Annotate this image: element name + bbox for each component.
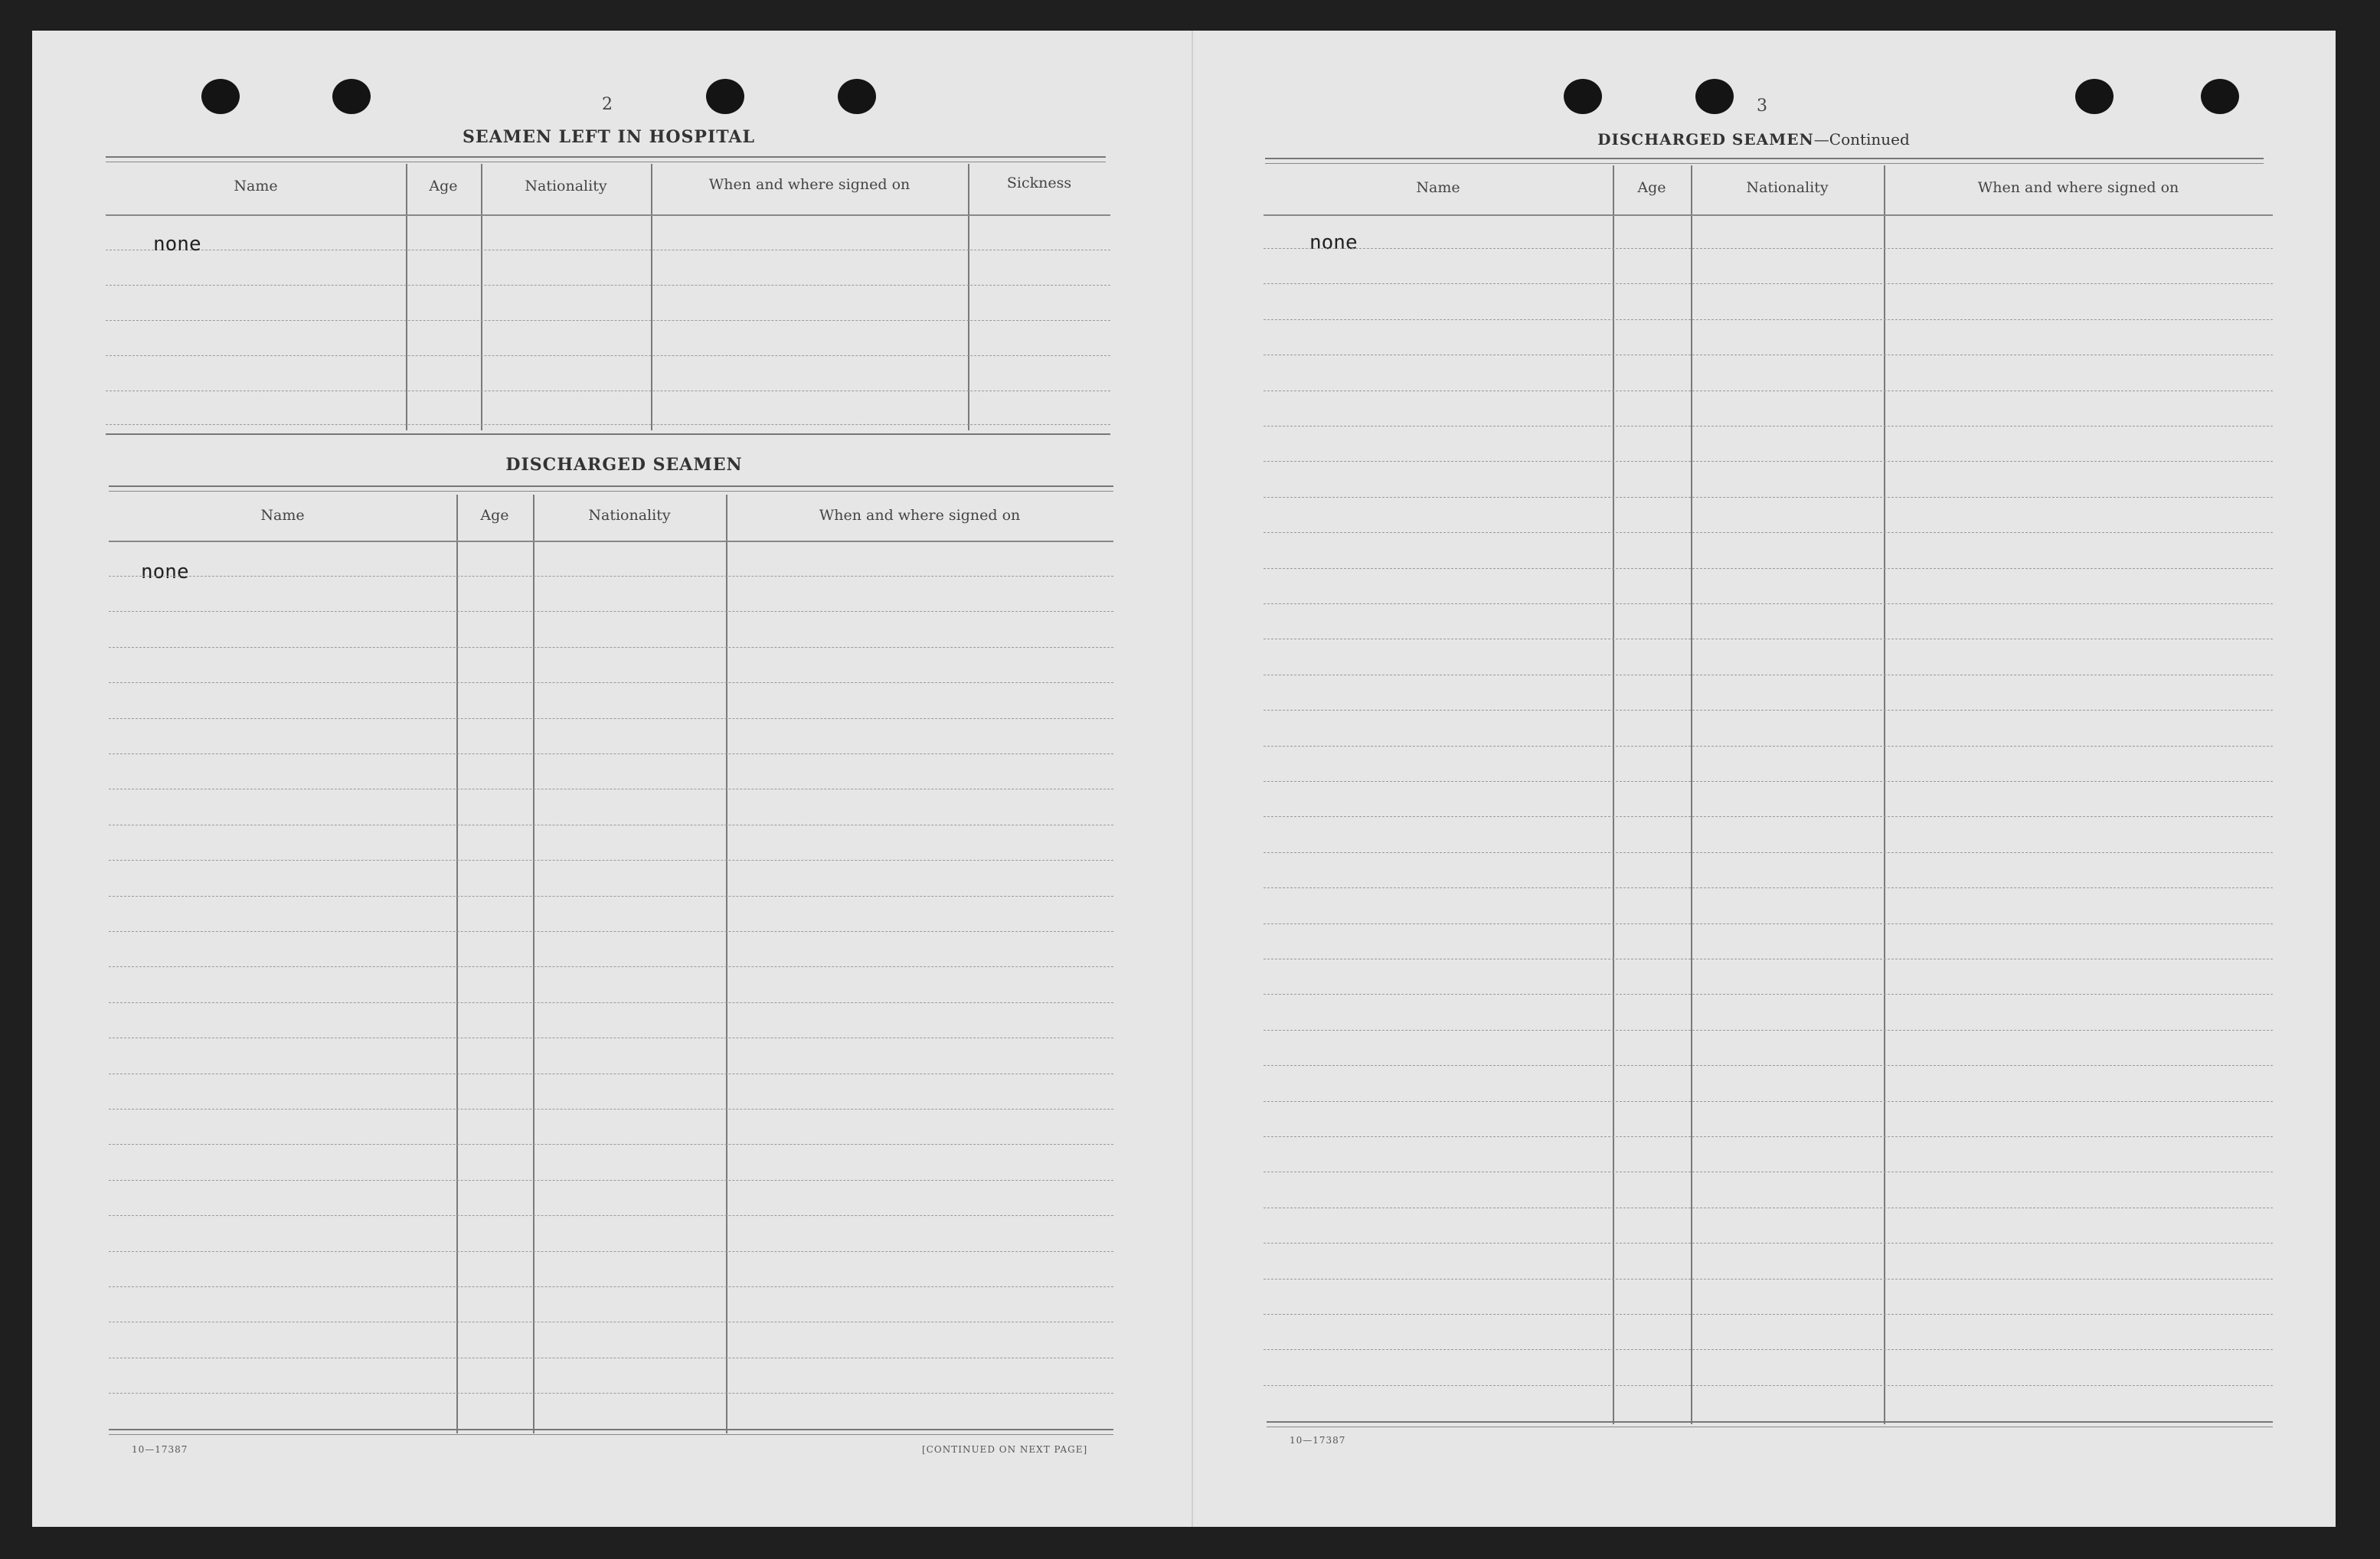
- punch-hole: [1695, 79, 1734, 114]
- ruled-line: [1264, 248, 2273, 249]
- ruled-line: [1264, 1030, 2273, 1031]
- ruled-line: [1264, 283, 2273, 284]
- ruled-line: [109, 1180, 1113, 1181]
- continued-note: [CONTINUED ON NEXT PAGE]: [922, 1444, 1088, 1455]
- title-continued: —Continued: [1813, 130, 1910, 149]
- title-main: DISCHARGED SEAMEN: [1597, 130, 1814, 149]
- entry-text: none: [141, 561, 189, 583]
- bottom-rule: [109, 1429, 1113, 1435]
- ruled-line: [109, 1251, 1113, 1252]
- hospital-table: [106, 164, 1110, 432]
- header-underline: [109, 541, 1113, 542]
- ruled-line: [109, 966, 1113, 967]
- punch-hole: [332, 79, 371, 114]
- column-header-age: Age: [429, 178, 458, 194]
- column-header-when-where: When and where signed on: [1977, 179, 2179, 196]
- section-title-discharged-continued: [1532, 130, 1976, 149]
- form-number: 10—17387: [132, 1444, 188, 1455]
- ruled-line: [1264, 746, 2273, 747]
- ruled-line: [1264, 816, 2273, 817]
- ruled-line: [109, 611, 1113, 612]
- ruled-line: [1264, 1101, 2273, 1102]
- column-divider: [726, 495, 727, 1433]
- column-header-name: Name: [1416, 179, 1460, 196]
- ruled-line: [109, 753, 1113, 754]
- ruled-line: [1264, 1279, 2273, 1280]
- ruled-line: [109, 576, 1113, 577]
- section-title-discharged: DISCHARGED SEAMEN: [505, 455, 743, 475]
- title-rule: [1265, 158, 2264, 164]
- ruled-line: [1264, 1243, 2273, 1244]
- punch-hole: [838, 79, 876, 114]
- ruled-line: [106, 320, 1110, 321]
- ruled-line: [1264, 603, 2273, 604]
- column-header-nationality: Nationality: [525, 178, 607, 194]
- page-fold: [1192, 31, 1193, 1527]
- ruled-line: [1264, 923, 2273, 924]
- ruled-line: [1264, 497, 2273, 498]
- section-rule: [106, 433, 1110, 435]
- ruled-line: [109, 860, 1113, 861]
- ruled-line: [109, 1002, 1113, 1003]
- title-rule: [109, 485, 1113, 492]
- ruled-line: [109, 896, 1113, 897]
- column-header-nationality: Nationality: [1746, 179, 1829, 196]
- page-number: 3: [1757, 96, 1767, 116]
- punch-hole: [706, 79, 744, 114]
- ruled-line: [1264, 426, 2273, 427]
- column-header-name: Name: [260, 507, 305, 524]
- column-header-age: Age: [480, 507, 509, 524]
- entry-text: none: [1309, 231, 1358, 254]
- column-header-sickness: Sickness: [1006, 175, 1072, 191]
- form-number: 10—17387: [1290, 1435, 1346, 1446]
- title-rule: [106, 156, 1106, 162]
- section-title-hospital: SEAMEN LEFT IN HOSPITAL: [463, 127, 755, 147]
- punch-hole: [2075, 79, 2114, 114]
- entry-text: none: [153, 233, 201, 256]
- discharged-table-right: [1264, 165, 2273, 1424]
- column-header-name: Name: [234, 178, 278, 194]
- ruled-line: [106, 355, 1110, 356]
- ruled-line: [109, 647, 1113, 648]
- ruled-line: [109, 1286, 1113, 1287]
- header-underline: [106, 214, 1110, 216]
- ruled-line: [109, 1144, 1113, 1145]
- discharged-table-left: [109, 495, 1113, 1433]
- ruled-line: [1264, 1136, 2273, 1137]
- column-divider: [456, 495, 458, 1433]
- ruled-line: [1264, 1314, 2273, 1315]
- ruled-line: [1264, 781, 2273, 782]
- bottom-rule: [1267, 1421, 2273, 1427]
- ruled-line: [1264, 1385, 2273, 1386]
- ruled-line: [1264, 461, 2273, 462]
- ruled-line: [1264, 994, 2273, 995]
- ruled-line: [109, 931, 1113, 932]
- header-underline: [1264, 214, 2273, 216]
- column-header-when-where: When and where signed on: [708, 176, 910, 193]
- ruled-line: [1264, 1349, 2273, 1350]
- ruled-line: [1264, 1065, 2273, 1066]
- ruled-line: [1264, 852, 2273, 853]
- ruled-line: [109, 718, 1113, 719]
- page-number: 2: [602, 95, 613, 114]
- ruled-line: [109, 682, 1113, 683]
- ruled-line: [109, 1215, 1113, 1216]
- column-header-when-where: When and where signed on: [819, 507, 1021, 524]
- ruled-line: [109, 1393, 1113, 1394]
- ruled-line: [1264, 887, 2273, 888]
- column-header-age: Age: [1637, 179, 1666, 196]
- ruled-line: [1264, 319, 2273, 320]
- ruled-line: [109, 1109, 1113, 1110]
- column-header-nationality: Nationality: [588, 507, 671, 524]
- ruled-line: [1264, 532, 2273, 533]
- punch-hole: [1564, 79, 1602, 114]
- ruled-line: [106, 285, 1110, 286]
- column-divider: [533, 495, 535, 1433]
- ruled-line: [106, 424, 1110, 425]
- ruled-line: [1264, 710, 2273, 711]
- punch-hole: [2201, 79, 2239, 114]
- punch-hole: [201, 79, 240, 114]
- ruled-line: [1264, 568, 2273, 569]
